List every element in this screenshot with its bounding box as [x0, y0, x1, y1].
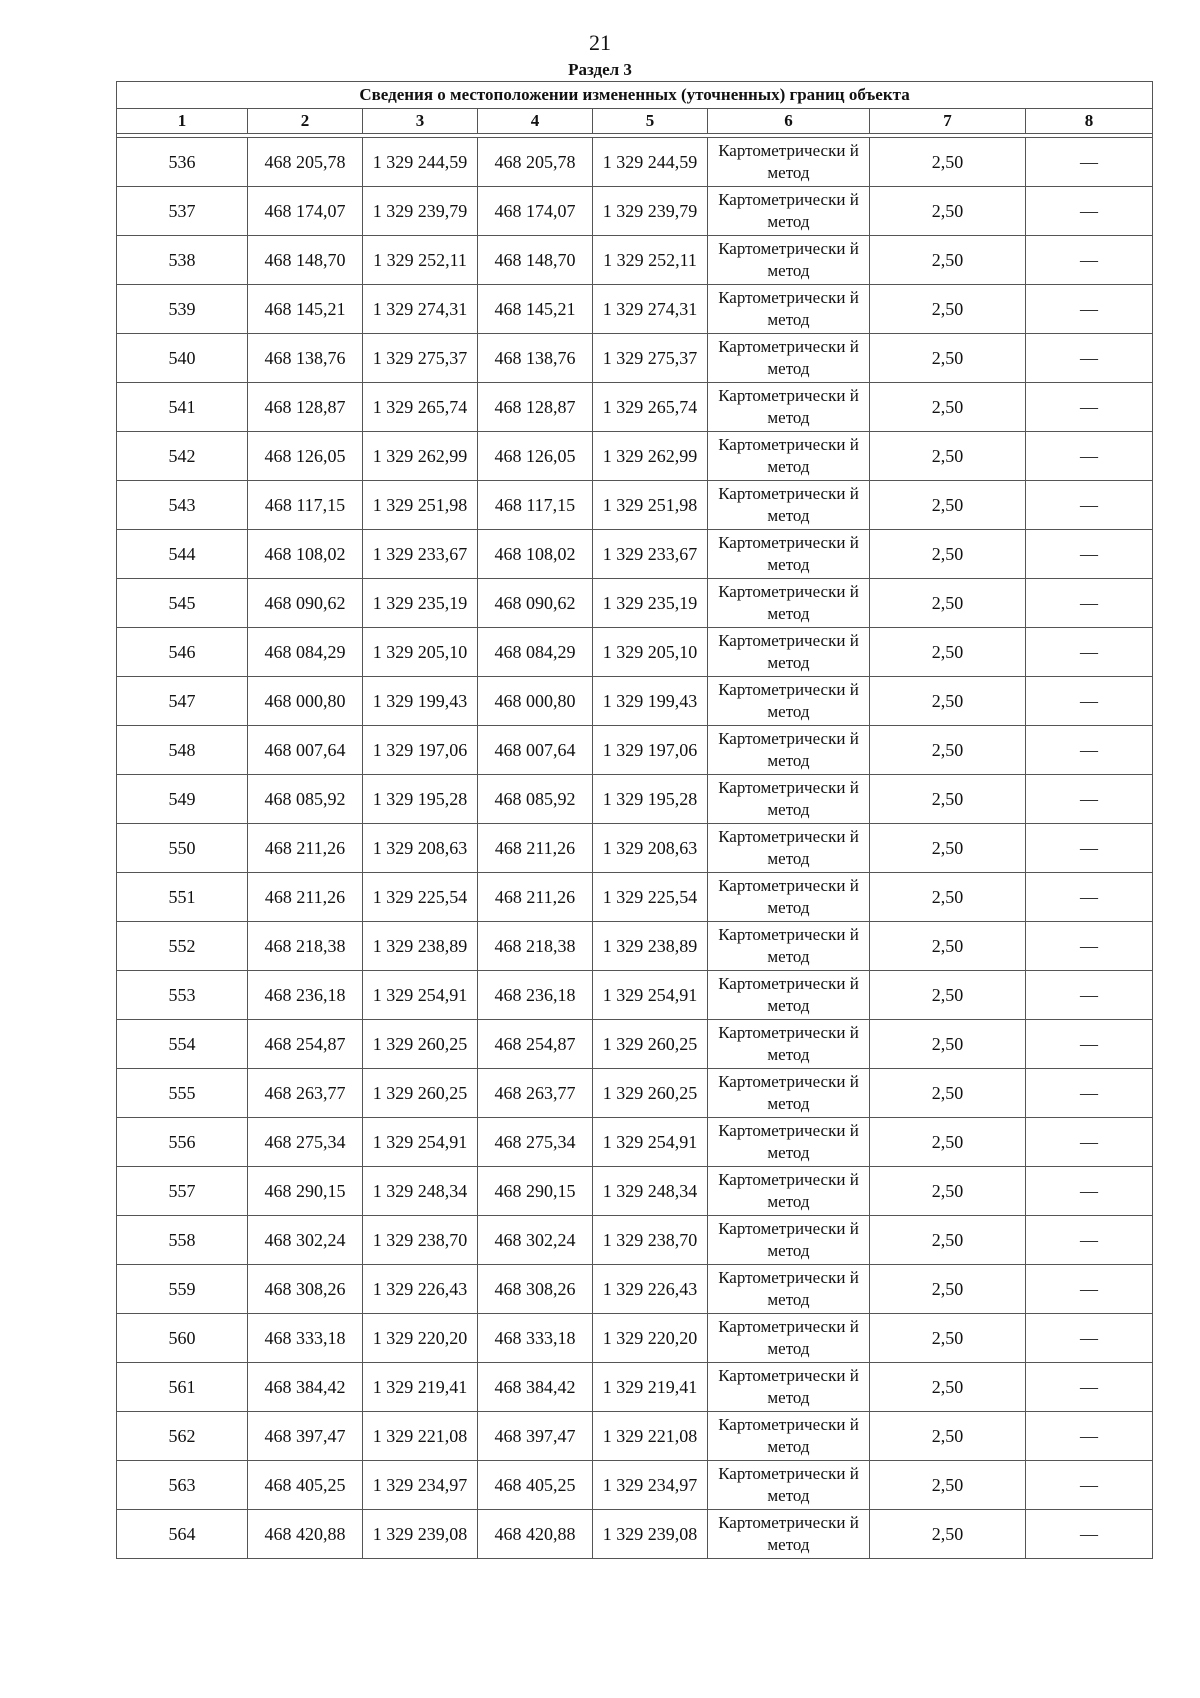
cell-method: Картометрически й метод: [708, 1118, 870, 1167]
cell-point-number: 549: [117, 775, 248, 824]
table-row: [117, 187, 1153, 236]
cell-x-old: 468 263,77: [248, 1069, 363, 1118]
cell-y-new: 1 329 234,97: [593, 1461, 708, 1510]
cell-x-new: 468 007,64: [478, 726, 593, 775]
cell-y-old: 1 329 265,74: [363, 383, 478, 432]
cell-accuracy: 2,50: [870, 579, 1026, 628]
cell-x-old: 468 205,78: [248, 138, 363, 187]
cell-description: —: [1026, 922, 1153, 971]
cell-accuracy: 2,50: [870, 1412, 1026, 1461]
cell-y-new: 1 329 239,08: [593, 1510, 708, 1559]
cell-point-number: 545: [117, 579, 248, 628]
cell-y-new: 1 329 262,99: [593, 432, 708, 481]
cell-point-number: 563: [117, 1461, 248, 1510]
table-row: [117, 432, 1153, 481]
cell-point-number: 548: [117, 726, 248, 775]
cell-description: —: [1026, 1412, 1153, 1461]
cell-x-new: 468 333,18: [478, 1314, 593, 1363]
cell-method: Картометрически й метод: [708, 1069, 870, 1118]
cell-x-new: 468 308,26: [478, 1265, 593, 1314]
cell-y-new: 1 329 260,25: [593, 1020, 708, 1069]
cell-y-old: 1 329 221,08: [363, 1412, 478, 1461]
cell-point-number: 555: [117, 1069, 248, 1118]
cell-x-new: 468 211,26: [478, 824, 593, 873]
cell-x-new: 468 117,15: [478, 481, 593, 530]
column-number-1: 1: [117, 109, 248, 134]
cell-description: —: [1026, 1118, 1153, 1167]
table-row: [117, 383, 1153, 432]
cell-method: Картометрически й метод: [708, 775, 870, 824]
cell-method: Картометрически й метод: [708, 579, 870, 628]
cell-x-old: 468 211,26: [248, 873, 363, 922]
cell-point-number: 546: [117, 628, 248, 677]
cell-point-number: 564: [117, 1510, 248, 1559]
cell-accuracy: 2,50: [870, 971, 1026, 1020]
column-number-5: 5: [593, 109, 708, 134]
cell-x-new: 468 420,88: [478, 1510, 593, 1559]
cell-point-number: 561: [117, 1363, 248, 1412]
cell-x-new: 468 397,47: [478, 1412, 593, 1461]
cell-x-new: 468 302,24: [478, 1216, 593, 1265]
cell-point-number: 562: [117, 1412, 248, 1461]
cell-y-old: 1 329 254,91: [363, 1118, 478, 1167]
cell-point-number: 537: [117, 187, 248, 236]
cell-point-number: 552: [117, 922, 248, 971]
cell-accuracy: 2,50: [870, 334, 1026, 383]
cell-x-new: 468 108,02: [478, 530, 593, 579]
cell-method: Картометрически й метод: [708, 1216, 870, 1265]
cell-accuracy: 2,50: [870, 432, 1026, 481]
cell-method: Картометрически й метод: [708, 1265, 870, 1314]
cell-method: Картометрически й метод: [708, 1412, 870, 1461]
cell-y-new: 1 329 238,89: [593, 922, 708, 971]
cell-method: Картометрически й метод: [708, 1167, 870, 1216]
cell-accuracy: 2,50: [870, 530, 1026, 579]
page-number: 21: [589, 30, 611, 55]
cell-x-old: 468 000,80: [248, 677, 363, 726]
cell-x-new: 468 145,21: [478, 285, 593, 334]
column-number-2: 2: [248, 109, 363, 134]
cell-accuracy: 2,50: [870, 187, 1026, 236]
cell-point-number: 553: [117, 971, 248, 1020]
cell-x-old: 468 090,62: [248, 579, 363, 628]
cell-x-old: 468 405,25: [248, 1461, 363, 1510]
cell-method: Картометрически й метод: [708, 1461, 870, 1510]
cell-description: —: [1026, 1167, 1153, 1216]
cell-x-old: 468 084,29: [248, 628, 363, 677]
cell-method: Картометрически й метод: [708, 1363, 870, 1412]
cell-accuracy: 2,50: [870, 1510, 1026, 1559]
cell-y-old: 1 329 205,10: [363, 628, 478, 677]
cell-accuracy: 2,50: [870, 726, 1026, 775]
cell-point-number: 550: [117, 824, 248, 873]
cell-x-old: 468 145,21: [248, 285, 363, 334]
cell-description: —: [1026, 236, 1153, 285]
cell-y-new: 1 329 221,08: [593, 1412, 708, 1461]
cell-y-new: 1 329 226,43: [593, 1265, 708, 1314]
cell-point-number: 544: [117, 530, 248, 579]
table-row: [117, 971, 1153, 1020]
cell-description: —: [1026, 1363, 1153, 1412]
cell-description: —: [1026, 1020, 1153, 1069]
table-row: [117, 1461, 1153, 1510]
cell-y-new: 1 329 274,31: [593, 285, 708, 334]
cell-x-new: 468 148,70: [478, 236, 593, 285]
cell-description: —: [1026, 775, 1153, 824]
cell-method: Картометрически й метод: [708, 1314, 870, 1363]
cell-y-new: 1 329 254,91: [593, 971, 708, 1020]
cell-x-old: 468 117,15: [248, 481, 363, 530]
cell-y-old: 1 329 260,25: [363, 1069, 478, 1118]
cell-y-new: 1 329 238,70: [593, 1216, 708, 1265]
table-row: [117, 1265, 1153, 1314]
cell-accuracy: 2,50: [870, 824, 1026, 873]
column-number-3: 3: [363, 109, 478, 134]
cell-accuracy: 2,50: [870, 873, 1026, 922]
cell-point-number: 538: [117, 236, 248, 285]
cell-x-old: 468 236,18: [248, 971, 363, 1020]
cell-method: Картометрически й метод: [708, 530, 870, 579]
cell-x-old: 468 302,24: [248, 1216, 363, 1265]
cell-y-old: 1 329 260,25: [363, 1020, 478, 1069]
cell-point-number: 541: [117, 383, 248, 432]
cell-description: —: [1026, 873, 1153, 922]
cell-y-old: 1 329 233,67: [363, 530, 478, 579]
cell-accuracy: 2,50: [870, 285, 1026, 334]
cell-accuracy: 2,50: [870, 138, 1026, 187]
cell-x-new: 468 275,34: [478, 1118, 593, 1167]
cell-x-new: 468 405,25: [478, 1461, 593, 1510]
cell-y-old: 1 329 195,28: [363, 775, 478, 824]
cell-y-old: 1 329 235,19: [363, 579, 478, 628]
cell-y-old: 1 329 251,98: [363, 481, 478, 530]
cell-x-old: 468 333,18: [248, 1314, 363, 1363]
cell-accuracy: 2,50: [870, 1314, 1026, 1363]
cell-accuracy: 2,50: [870, 1020, 1026, 1069]
cell-method: Картометрически й метод: [708, 971, 870, 1020]
cell-y-old: 1 329 219,41: [363, 1363, 478, 1412]
cell-x-new: 468 138,76: [478, 334, 593, 383]
cell-point-number: 554: [117, 1020, 248, 1069]
cell-x-new: 468 000,80: [478, 677, 593, 726]
cell-description: —: [1026, 1216, 1153, 1265]
table-row: [117, 530, 1153, 579]
cell-description: —: [1026, 530, 1153, 579]
cell-y-old: 1 329 239,79: [363, 187, 478, 236]
cell-x-new: 468 090,62: [478, 579, 593, 628]
cell-point-number: 536: [117, 138, 248, 187]
cell-method: Картометрически й метод: [708, 677, 870, 726]
cell-x-new: 468 211,26: [478, 873, 593, 922]
cell-point-number: 551: [117, 873, 248, 922]
table-row: [117, 1118, 1153, 1167]
cell-y-new: 1 329 233,67: [593, 530, 708, 579]
cell-point-number: 539: [117, 285, 248, 334]
cell-x-old: 468 007,64: [248, 726, 363, 775]
cell-description: —: [1026, 1510, 1153, 1559]
table-row: [117, 677, 1153, 726]
cell-point-number: 543: [117, 481, 248, 530]
cell-y-old: 1 329 274,31: [363, 285, 478, 334]
cell-method: Картометрически й метод: [708, 628, 870, 677]
cell-x-old: 468 420,88: [248, 1510, 363, 1559]
cell-method: Картометрически й метод: [708, 138, 870, 187]
cell-method: Картометрически й метод: [708, 187, 870, 236]
cell-x-old: 468 290,15: [248, 1167, 363, 1216]
cell-x-old: 468 108,02: [248, 530, 363, 579]
cell-accuracy: 2,50: [870, 383, 1026, 432]
cell-y-old: 1 329 225,54: [363, 873, 478, 922]
cell-accuracy: 2,50: [870, 1216, 1026, 1265]
cell-y-new: 1 329 252,11: [593, 236, 708, 285]
cell-y-new: 1 329 251,98: [593, 481, 708, 530]
cell-x-old: 468 211,26: [248, 824, 363, 873]
cell-accuracy: 2,50: [870, 1118, 1026, 1167]
cell-y-new: 1 329 254,91: [593, 1118, 708, 1167]
cell-accuracy: 2,50: [870, 1363, 1026, 1412]
table-row: [117, 1167, 1153, 1216]
table-row: [117, 1314, 1153, 1363]
cell-description: —: [1026, 1265, 1153, 1314]
cell-y-old: 1 329 234,97: [363, 1461, 478, 1510]
cell-x-new: 468 205,78: [478, 138, 593, 187]
table-row: [117, 334, 1153, 383]
cell-accuracy: 2,50: [870, 775, 1026, 824]
cell-point-number: 542: [117, 432, 248, 481]
table-row: [117, 922, 1153, 971]
cell-x-old: 468 126,05: [248, 432, 363, 481]
cell-description: —: [1026, 1314, 1153, 1363]
cell-y-old: 1 329 199,43: [363, 677, 478, 726]
cell-description: —: [1026, 1069, 1153, 1118]
cell-method: Картометрически й метод: [708, 824, 870, 873]
cell-x-old: 468 148,70: [248, 236, 363, 285]
cell-y-new: 1 329 265,74: [593, 383, 708, 432]
cell-accuracy: 2,50: [870, 1167, 1026, 1216]
cell-description: —: [1026, 334, 1153, 383]
table-row: [117, 775, 1153, 824]
cell-y-old: 1 329 262,99: [363, 432, 478, 481]
cell-method: Картометрически й метод: [708, 432, 870, 481]
cell-description: —: [1026, 481, 1153, 530]
table-row: [117, 1020, 1153, 1069]
cell-x-old: 468 085,92: [248, 775, 363, 824]
cell-y-new: 1 329 225,54: [593, 873, 708, 922]
cell-y-new: 1 329 208,63: [593, 824, 708, 873]
cell-y-new: 1 329 260,25: [593, 1069, 708, 1118]
cell-x-new: 468 128,87: [478, 383, 593, 432]
table-row: [117, 579, 1153, 628]
table-row: [117, 1412, 1153, 1461]
cell-accuracy: 2,50: [870, 481, 1026, 530]
cell-x-old: 468 218,38: [248, 922, 363, 971]
cell-y-new: 1 329 199,43: [593, 677, 708, 726]
cell-description: —: [1026, 285, 1153, 334]
cell-method: Картометрически й метод: [708, 922, 870, 971]
cell-x-old: 468 254,87: [248, 1020, 363, 1069]
cell-x-old: 468 275,34: [248, 1118, 363, 1167]
cell-method: Картометрически й метод: [708, 726, 870, 775]
cell-description: —: [1026, 628, 1153, 677]
cell-method: Картометрически й метод: [708, 481, 870, 530]
cell-y-new: 1 329 205,10: [593, 628, 708, 677]
cell-y-new: 1 329 195,28: [593, 775, 708, 824]
cell-y-new: 1 329 248,34: [593, 1167, 708, 1216]
table-row: [117, 236, 1153, 285]
cell-x-new: 468 218,38: [478, 922, 593, 971]
cell-point-number: 540: [117, 334, 248, 383]
cell-x-new: 468 236,18: [478, 971, 593, 1020]
table-row: [117, 1510, 1153, 1559]
cell-y-new: 1 329 235,19: [593, 579, 708, 628]
table-row: [117, 873, 1153, 922]
cell-point-number: 559: [117, 1265, 248, 1314]
cell-point-number: 547: [117, 677, 248, 726]
cell-method: Картометрически й метод: [708, 334, 870, 383]
cell-method: Картометрически й метод: [708, 1020, 870, 1069]
cell-y-old: 1 329 197,06: [363, 726, 478, 775]
cell-y-old: 1 329 238,89: [363, 922, 478, 971]
cell-method: Картометрически й метод: [708, 1510, 870, 1559]
column-number-7: 7: [870, 109, 1026, 134]
cell-x-new: 468 290,15: [478, 1167, 593, 1216]
cell-x-new: 468 254,87: [478, 1020, 593, 1069]
table-caption: Сведения о местоположении измененных (уточненных) границ объекта: [117, 82, 1153, 109]
column-number-8: 8: [1026, 109, 1153, 134]
cell-y-old: 1 329 248,34: [363, 1167, 478, 1216]
cell-x-old: 468 397,47: [248, 1412, 363, 1461]
column-number-6: 6: [708, 109, 870, 134]
cell-accuracy: 2,50: [870, 1069, 1026, 1118]
cell-method: Картометрически й метод: [708, 383, 870, 432]
cell-description: —: [1026, 432, 1153, 481]
cell-x-new: 468 126,05: [478, 432, 593, 481]
cell-accuracy: 2,50: [870, 922, 1026, 971]
cell-accuracy: 2,50: [870, 1461, 1026, 1510]
cell-y-old: 1 329 220,20: [363, 1314, 478, 1363]
column-number-row: [117, 109, 1153, 134]
cell-x-new: 468 085,92: [478, 775, 593, 824]
cell-description: —: [1026, 726, 1153, 775]
table-row: [117, 628, 1153, 677]
cell-x-new: 468 263,77: [478, 1069, 593, 1118]
table-row: [117, 1216, 1153, 1265]
cell-y-old: 1 329 275,37: [363, 334, 478, 383]
cell-description: —: [1026, 824, 1153, 873]
cell-y-old: 1 329 244,59: [363, 138, 478, 187]
cell-x-old: 468 174,07: [248, 187, 363, 236]
cell-method: Картометрически й метод: [708, 285, 870, 334]
table-row: [117, 824, 1153, 873]
table-row: [117, 726, 1153, 775]
cell-accuracy: 2,50: [870, 677, 1026, 726]
cell-x-old: 468 308,26: [248, 1265, 363, 1314]
cell-y-new: 1 329 239,79: [593, 187, 708, 236]
cell-y-old: 1 329 238,70: [363, 1216, 478, 1265]
cell-description: —: [1026, 971, 1153, 1020]
cell-description: —: [1026, 138, 1153, 187]
cell-accuracy: 2,50: [870, 628, 1026, 677]
cell-x-new: 468 384,42: [478, 1363, 593, 1412]
boundary-coordinates-table: [116, 81, 1153, 1559]
cell-method: Картометрически й метод: [708, 236, 870, 285]
column-number-4: 4: [478, 109, 593, 134]
table-row: [117, 481, 1153, 530]
cell-description: —: [1026, 579, 1153, 628]
table-row: [117, 1363, 1153, 1412]
table-body: [117, 138, 1153, 1559]
table-row: [117, 138, 1153, 187]
cell-y-old: 1 329 252,11: [363, 236, 478, 285]
cell-y-new: 1 329 244,59: [593, 138, 708, 187]
cell-y-new: 1 329 220,20: [593, 1314, 708, 1363]
cell-y-new: 1 329 275,37: [593, 334, 708, 383]
table-row: [117, 1069, 1153, 1118]
cell-description: —: [1026, 677, 1153, 726]
cell-point-number: 558: [117, 1216, 248, 1265]
cell-x-old: 468 384,42: [248, 1363, 363, 1412]
cell-description: —: [1026, 1461, 1153, 1510]
cell-y-old: 1 329 254,91: [363, 971, 478, 1020]
cell-y-old: 1 329 208,63: [363, 824, 478, 873]
cell-x-new: 468 174,07: [478, 187, 593, 236]
cell-y-new: 1 329 197,06: [593, 726, 708, 775]
cell-method: Картометрически й метод: [708, 873, 870, 922]
cell-accuracy: 2,50: [870, 236, 1026, 285]
table-row: [117, 285, 1153, 334]
cell-y-old: 1 329 239,08: [363, 1510, 478, 1559]
cell-point-number: 560: [117, 1314, 248, 1363]
cell-x-old: 468 138,76: [248, 334, 363, 383]
cell-y-new: 1 329 219,41: [593, 1363, 708, 1412]
cell-description: —: [1026, 187, 1153, 236]
cell-x-new: 468 084,29: [478, 628, 593, 677]
cell-point-number: 556: [117, 1118, 248, 1167]
cell-x-old: 468 128,87: [248, 383, 363, 432]
section-title: Раздел 3: [568, 60, 632, 79]
cell-description: —: [1026, 383, 1153, 432]
cell-y-old: 1 329 226,43: [363, 1265, 478, 1314]
cell-point-number: 557: [117, 1167, 248, 1216]
cell-accuracy: 2,50: [870, 1265, 1026, 1314]
